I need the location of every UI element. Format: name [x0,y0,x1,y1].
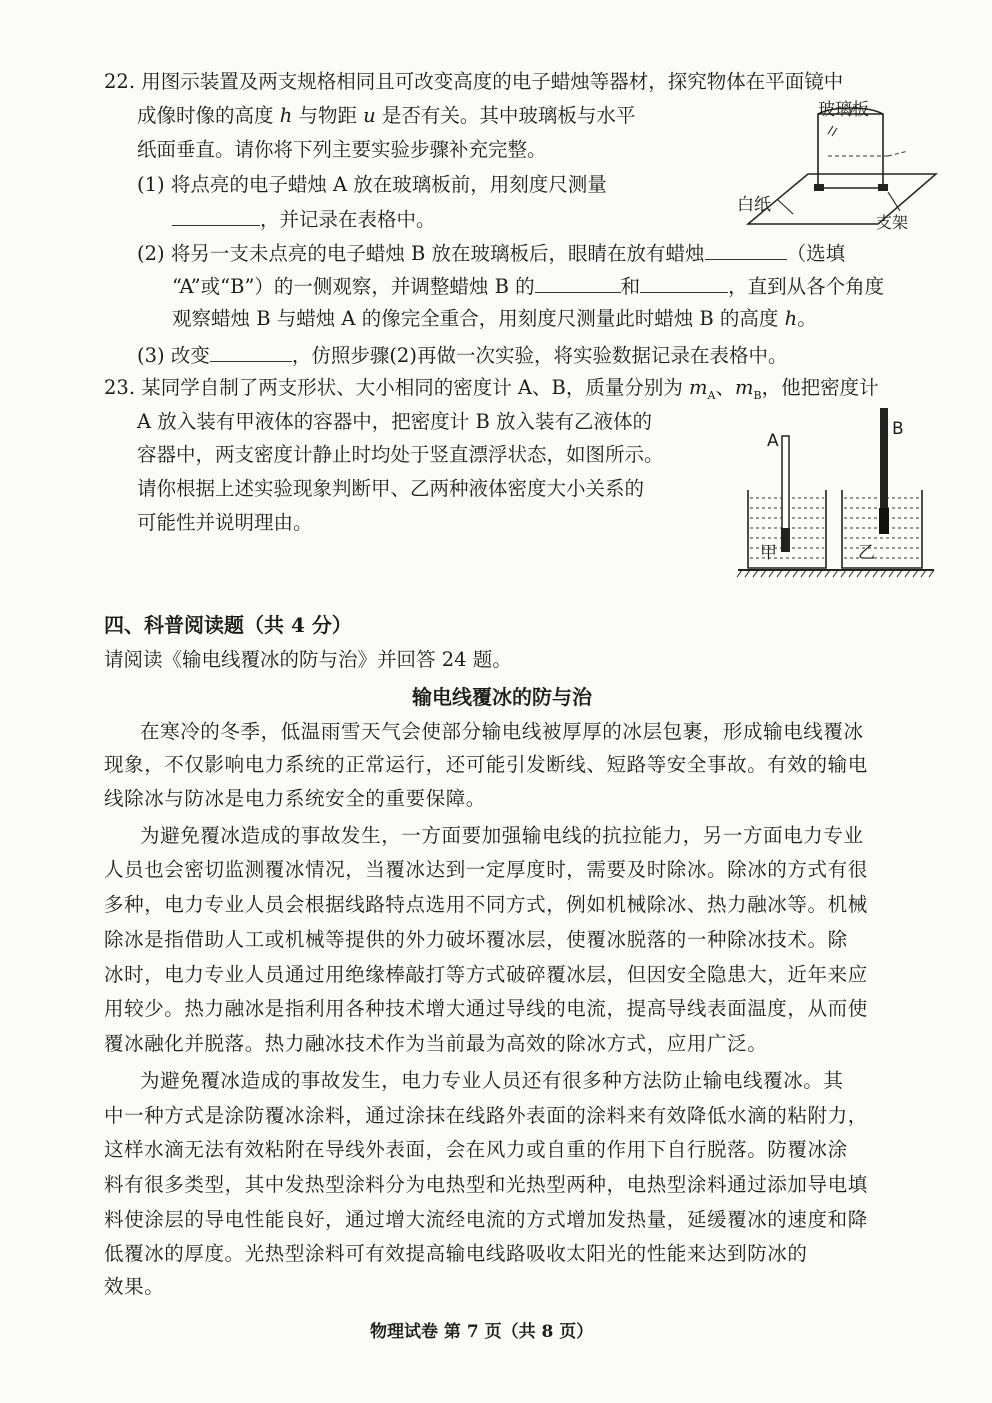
glass-plate [818,114,883,188]
text-run: 是否有关。其中玻璃板与水平 [375,104,636,127]
q22-step-2-line-3 [172,306,817,332]
text-run: ，直到从各个角度 [728,275,885,298]
label-liquid-yi: 乙 [858,543,875,563]
q22-step-3 [137,341,787,369]
q22-line-2 [137,103,635,129]
hydrometer-a [782,436,789,542]
article-line: 中一种方式是涂防覆冰涂料，通过涂抹在线路外表面的涂料来有效降低水滴的粘附力， [104,1104,868,1127]
subscript-a: A [707,388,716,402]
article-line: 为避免覆冰造成的事故发生，电力专业人员还有很多种方法防止输电线覆冰。其 [140,1069,844,1092]
label-glass-plate: 玻璃板 [818,100,869,120]
answer-blank[interactable] [640,272,728,293]
text-run: 与物距 [292,104,364,127]
q22-line-1: 22. 用图示装置及两支规格相同且可改变高度的电子蜡烛等器材，探究物体在平面镜中 [104,70,844,93]
article-line: 用较少。热力融冰是指利用各种技术增大通过导线的电流，提高导线表面温度，从而使 [104,997,868,1020]
section-4-title: 四、科普阅读题（共 4 分） [104,613,352,637]
text-run: 23. 某同学自制了两支形状、大小相同的密度计 A、B，质量分别为 [104,376,690,399]
article-line: 线除冰与防冰是电力系统安全的重要保障。 [104,787,486,810]
text-run: 、 [715,376,735,399]
label-hydrometer-b: B [892,419,904,439]
page-footer: 物理试卷 第 7 页（共 8 页） [370,1322,594,1342]
label-stand: 支架 [876,213,909,232]
text-run: ，仿照步骤(2)再做一次实验，将实验数据记录在表格中。 [291,344,788,367]
q22-step-2-line-2 [172,272,884,300]
q23-line-5: 可能性并说明理由。 [137,511,313,534]
variable-m: m [735,376,754,399]
text-run: 成像时像的高度 [137,104,280,127]
text-run: “A”或“B”）的一侧观察，并调整蜡烛 B 的 [172,275,535,298]
answer-blank[interactable] [210,341,292,362]
variable-h: h [279,104,293,127]
text-run: 观察蜡烛 B 与蜡烛 A 的像完全重合，用刻度尺测量此时蜡烛 B 的高度 [172,307,785,330]
text-run: ，并记录在表格中。 [260,208,436,231]
q23-line-4: 请你根据上述实验现象判断甲、乙两种液体密度大小关系的 [137,477,645,500]
article-line: 为避免覆冰造成的事故发生，一方面要加强输电线的抗拉能力，另一方面电力专业 [140,824,864,847]
article-line: 料使涂层的导电性能良好，通过增大流经电流的方式增加发热量，延缓覆冰的速度和降 [104,1208,868,1231]
article-line: 效果。 [104,1275,165,1298]
section-4-instruction: 请阅读《输电线覆冰的防与治》并回答 24 题。 [104,648,512,671]
label-white-paper: 白纸 [737,195,771,215]
answer-blank[interactable] [535,272,621,293]
article-line: 冰时，电力专业人员通过用绝缘棒敲打等方式破碎覆冰层，但因安全隐患大，近年来应 [104,963,868,986]
variable-m: m [689,376,708,399]
q23-line-2: A 放入装有甲液体的容器中，把密度计 B 放入装有乙液体的 [137,410,653,433]
article-line: 低覆冰的厚度。光热型涂料可有效提高输电线路吸收太阳光的性能来达到防冰的 [104,1242,808,1265]
q22-step-2 [137,239,845,267]
variable-h: h [784,307,798,330]
label-liquid-jia: 甲 [760,543,777,563]
article-line: 料有很多类型，其中发热型涂料分为电热型和光热型两种，电热型涂料通过添加导电填 [104,1173,868,1196]
article-line: 除冰是指借助人工或机械等提供的外力破坏覆冰层，使覆冰脱落的一种除冰技术。除 [104,928,848,951]
subscript-b: B [753,388,762,402]
article-line: 在寒冷的冬季，低温雨雪天气会使部分输电线被厚厚的冰层包裹，形成输电线覆冰 [140,720,864,743]
q22-step-1: (1) 将点亮的电子蜡烛 A 放在玻璃板前，用刻度尺测量 [137,173,607,196]
article-title: 输电线覆冰的防与治 [412,685,592,709]
text-run: (2) 将另一支未点亮的电子蜡烛 B 放在玻璃板后，眼睛在放有蜡烛 [137,242,705,265]
answer-blank[interactable] [172,205,260,226]
text-run: 和 [620,275,641,298]
article-line: 覆冰融化并脱落。热力融冰技术作为当前最为高效的除冰方式，应用广泛。 [104,1032,768,1055]
text-run: (3) 改变 [137,344,210,367]
article-line: 这样水滴无法有效粘附在导线外表面，会在风力或自重的作用下自行脱落。防覆冰涂 [104,1138,848,1161]
q22-line-3: 纸面垂直。请你将下列主要实验步骤补充完整。 [137,138,547,161]
label-hydrometer-a: A [767,431,779,451]
article-line: 多种，电力专业人员会根据线路特点选用不同方式，例如机械除冰、热力融冰等。机械 [104,893,868,916]
variable-u: u [363,104,376,127]
text-run: ，他把密度计 [761,376,879,399]
answer-blank[interactable] [705,239,787,260]
article-line: 现象，不仅影响电力系统的正常运行，还可能引发断线、短路等安全事故。有效的输电 [104,753,868,776]
q22-step-1-cont [172,205,436,233]
q23-line-3: 容器中，两支密度计静止时均处于竖直漂浮状态，如图所示。 [137,443,664,466]
article-line: 人员也会密切监测覆冰情况，当覆冰达到一定厚度时，需要及时除冰。除冰的方式有很 [104,858,868,881]
text-run: 。 [797,307,817,330]
text-run: （选填 [786,242,846,265]
